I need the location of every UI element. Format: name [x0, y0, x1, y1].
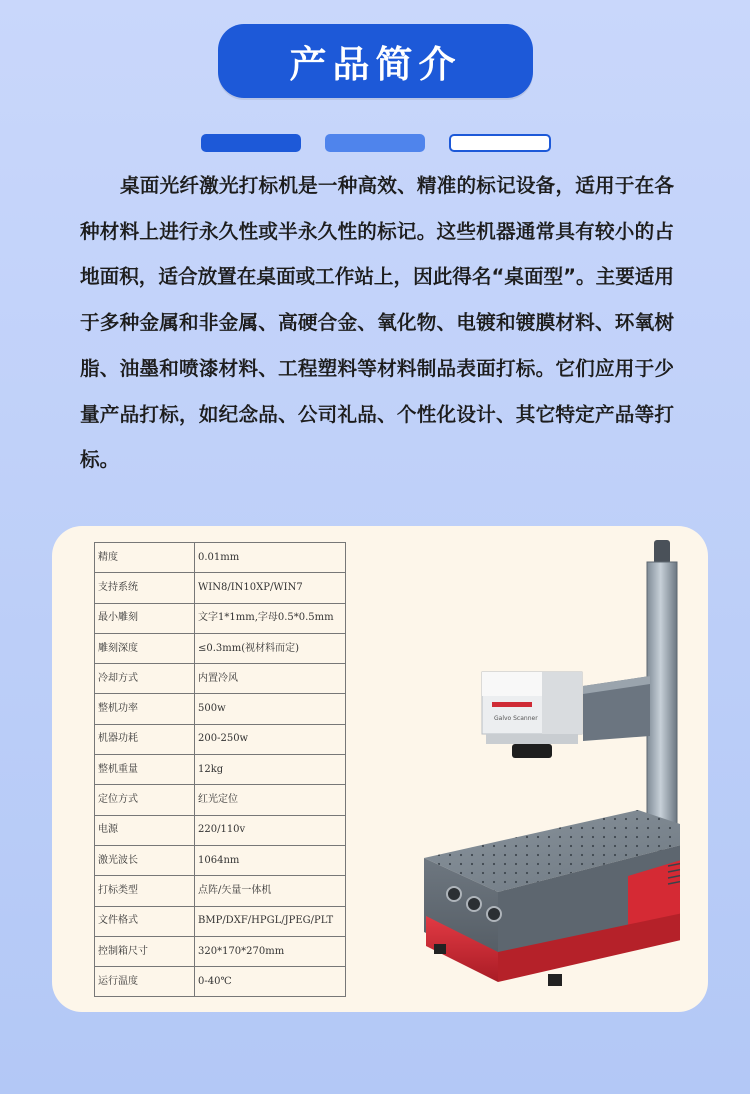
spec-label: 精度: [95, 543, 195, 573]
spec-value: 文字1*1mm,字母0.5*0.5mm: [195, 603, 346, 633]
section-title: 产品简介: [289, 43, 462, 86]
spec-value: ≤0.3mm(视材料而定): [195, 633, 346, 663]
intro-paragraph: 桌面光纤激光打标机是一种高效、精准的标记设备，适用于在各种材料上进行永久性或半永久性的标记。这些机器通常具有较小的占地面积，适合放置在桌面或工作站上，因此得名“桌面型”。主要适用于多种金属和非金属、高硬合金、氧化物、电镀和镀膜材料、环氧树脂、油墨和喷漆材料、工程塑料等材料制品表面打标。它们应用于少量产品打标，如纪念品、公司礼品、个性化设计、其它特定产品等打标。: [80, 174, 674, 472]
spec-value: 12kg: [195, 755, 346, 785]
spec-row: [95, 633, 346, 663]
spec-value: 220/110v: [195, 815, 346, 845]
spec-label: 整机功率: [95, 694, 195, 724]
spec-row: [95, 785, 346, 815]
spec-row: [95, 573, 346, 603]
spec-value: 点阵/矢量一体机: [195, 876, 346, 906]
spec-row: [95, 967, 346, 997]
spec-row: [95, 694, 346, 724]
decor-bar-outline: [449, 134, 551, 152]
spec-value: 200-250w: [195, 724, 346, 754]
spec-row: [95, 664, 346, 694]
spec-label: 打标类型: [95, 876, 195, 906]
spec-row: [95, 936, 346, 966]
spec-label: 控制箱尺寸: [95, 936, 195, 966]
spec-value: 320*170*270mm: [195, 936, 346, 966]
spec-value: BMP/DXF/HPGL/JPEG/PLT: [195, 906, 346, 936]
spec-label: 激光波长: [95, 845, 195, 875]
spec-label: 最小雕刻: [95, 603, 195, 633]
decor-bar-medium: [325, 134, 425, 152]
spec-value: 0.01mm: [195, 543, 346, 573]
spec-row: [95, 845, 346, 875]
spec-value: 1064nm: [195, 845, 346, 875]
spec-value: 500w: [195, 694, 346, 724]
spec-label: 冷却方式: [95, 664, 195, 694]
spec-label: 整机重量: [95, 755, 195, 785]
spec-card: [52, 526, 708, 1012]
spec-label: 运行温度: [95, 967, 195, 997]
galvo-brand-label: Galvo Scanner: [494, 715, 538, 722]
spec-row: [95, 906, 346, 936]
spec-label: 雕刻深度: [95, 633, 195, 663]
spec-label: 机器功耗: [95, 724, 195, 754]
laser-marking-machine-image: [368, 536, 680, 1006]
spec-label: 电源: [95, 815, 195, 845]
spec-row: [95, 815, 346, 845]
spec-row: [95, 755, 346, 785]
spec-label: 定位方式: [95, 785, 195, 815]
spec-row: [95, 543, 346, 573]
spec-row: [95, 724, 346, 754]
spec-value: 红光定位: [195, 785, 346, 815]
spec-table: [94, 542, 346, 997]
spec-label: 文件格式: [95, 906, 195, 936]
spec-label: 支持系统: [95, 573, 195, 603]
spec-row: [95, 876, 346, 906]
spec-row: [95, 603, 346, 633]
spec-value: 0-40℃: [195, 967, 346, 997]
spec-value: 内置冷风: [195, 664, 346, 694]
section-title-banner: [218, 24, 533, 98]
decor-bar-dark: [201, 134, 301, 152]
spec-value: WIN8/IN10XP/WIN7: [195, 573, 346, 603]
